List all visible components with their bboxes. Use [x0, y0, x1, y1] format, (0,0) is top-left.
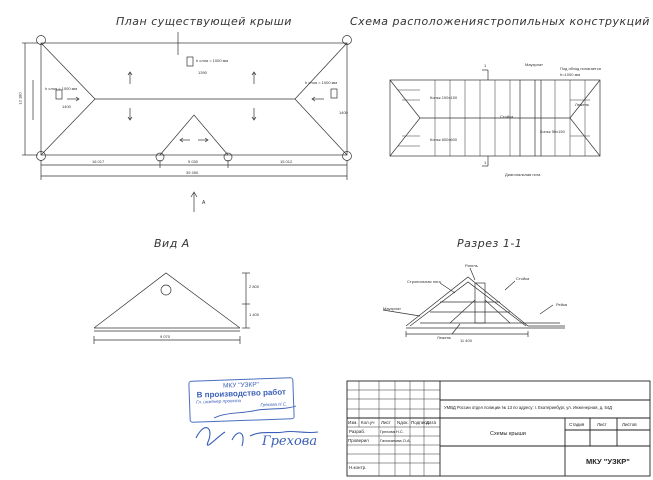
tb-razrab-name: Грехова Н.С.: [380, 429, 404, 434]
tb-razrab: Разраб.: [349, 429, 366, 434]
stamp-line4: Грехова Н.С.: [260, 401, 288, 408]
tb-h-data: Дата: [426, 420, 436, 425]
plan-h-top: h слоя = 1000 мм: [196, 58, 229, 63]
plan-dim-side-total: 12 180: [17, 92, 23, 105]
scheme-title: Схема расположениястропильных конструкций: [350, 15, 650, 28]
tb-h-list: Лист: [381, 420, 391, 425]
scheme-lbl-purlin: Стойка: [500, 114, 514, 119]
tb-h-sheets: Листов: [622, 422, 637, 427]
section-lbl-ridge: Ригель: [465, 263, 478, 268]
tb-sheet-name: Схемы крыши: [490, 431, 526, 437]
plan-title: План существующей крыши: [116, 15, 292, 28]
section-lbl-mauerlat: Мауэрлат: [383, 306, 401, 311]
tb-h-stadia: Стадия: [569, 422, 585, 427]
tb-h-kol: Кол.уч: [361, 420, 375, 425]
view-a-dim-w: 9 070: [160, 334, 171, 339]
approval-stamp: [188, 377, 294, 423]
view-a-title: Вид А: [154, 237, 190, 250]
scheme-section-mark-bottom: 1: [484, 160, 487, 165]
scheme-section-mark-top: 1: [484, 63, 487, 68]
plan-dim-total: 39 450: [186, 170, 199, 175]
tb-h-ndok: Nдок.: [397, 420, 409, 425]
plan-dim-seg2: 5 030: [188, 159, 199, 164]
scheme-lbl-diag: Коньк 50х150: [540, 129, 565, 134]
tb-object: УМВД России отдел полиции № 13 по адресу: г. Екатеринбург, ул. Инженерная, д. 54Д: [444, 405, 612, 410]
section-lbl-post: Стойка: [516, 276, 530, 281]
plan-dim-seg3: 15 012: [280, 159, 293, 164]
stamp-line2: В производство работ: [196, 387, 287, 400]
scheme-lbl-extra: Коньк 600х600: [430, 137, 458, 142]
view-a-dim-h2: 1 400: [249, 312, 260, 317]
scheme-lbl-valley: Диагональная нога: [505, 172, 541, 177]
section-title: Разрез 1-1: [457, 237, 523, 250]
tb-h-podp: Подпись: [411, 420, 429, 425]
scheme-lbl-sheathing: Под обход полагается: [560, 66, 601, 71]
tb-prov-name: Галиханова О.А.: [380, 438, 411, 443]
plan-dim-left-small: 1400: [62, 104, 71, 109]
section-lbl-rafter: Стропильная нога: [407, 279, 441, 284]
section-lbl-rafter-r: Рейка: [556, 302, 568, 307]
plan-dim-seg1: 16 017: [92, 159, 105, 164]
plan-h-left: h слоя = 1000 мм: [45, 86, 78, 91]
tb-prov: Проверил: [348, 438, 369, 443]
view-a-dim-h: 2 800: [249, 284, 260, 289]
tb-company: МКУ "УЗКР": [586, 457, 630, 466]
tb-nkontr: Н.контр.: [349, 465, 367, 470]
stamp-line3: Гл. инженер проекта: [195, 398, 242, 405]
section-lbl-beam: Лежень: [437, 335, 451, 340]
scheme-lbl-beam: Лежень: [575, 102, 589, 107]
plan-dim-right-small: 1400: [339, 110, 348, 115]
signature-text: Грехова: [262, 434, 318, 449]
tb-h-izm: Изм.: [348, 420, 358, 425]
plan-h-right: h слоя = 1000 мм: [305, 80, 338, 85]
stamp-line1: МКУ "УЗКР": [222, 381, 260, 390]
tb-h-sheet: Лист: [597, 422, 607, 427]
plan-dim-top-small: 1390: [198, 70, 207, 75]
section-dim-w: 11 400: [460, 338, 472, 343]
scheme-lbl-h: h=1000 мм: [560, 72, 581, 77]
scheme-lbl-mauerlat: Мауэрлат: [525, 62, 543, 67]
scheme-lbl-rafter-l: Коньк 100х150: [430, 95, 458, 100]
plan-view-label: A: [202, 200, 206, 206]
